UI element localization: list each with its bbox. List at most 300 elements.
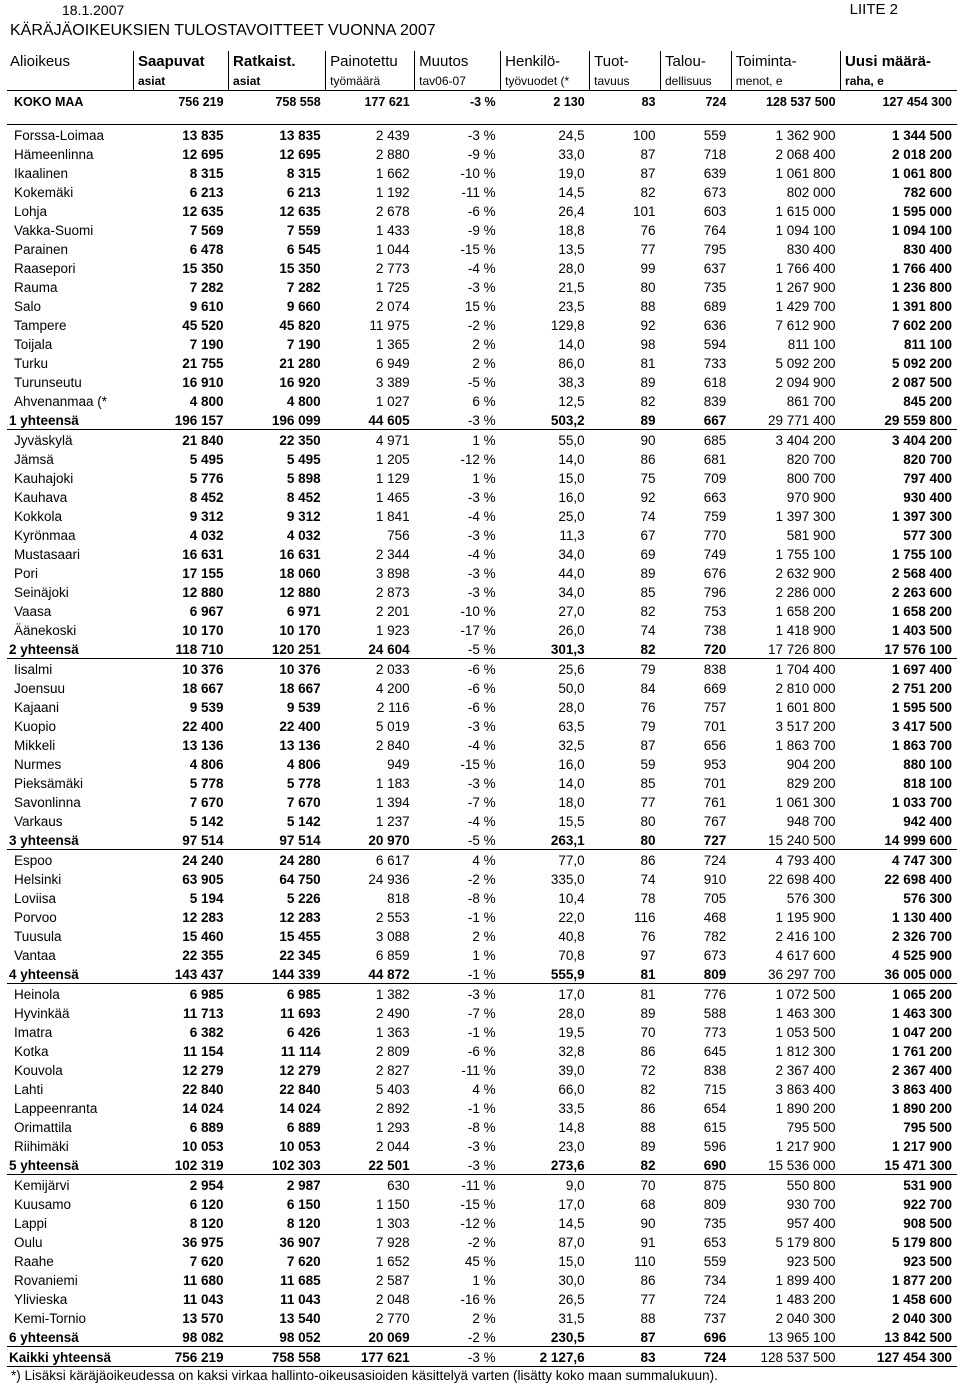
cell-weighted: 1 293: [375, 1120, 410, 1135]
cell-resolved: 11 043: [280, 1292, 321, 1307]
cell-expenses: 2 094 900: [775, 375, 836, 390]
cell-economy: 782: [703, 929, 727, 944]
cell-incoming: 15 350: [182, 261, 224, 276]
cell-expenses: 1 755 100: [775, 547, 836, 562]
cell-new-budget: 127 454 300: [841, 1347, 957, 1367]
cell-resolved: 22 350: [229, 430, 326, 450]
cell-new-budget: 531 900: [841, 1175, 957, 1195]
cell-new-budget: 5 092 200: [891, 356, 952, 371]
cell-staff: 33,0: [558, 147, 585, 162]
cell-productivity: 59: [640, 757, 656, 772]
cell-staff: 40,8: [558, 929, 585, 944]
cell-expenses: 1 615 000: [775, 204, 836, 219]
cell-incoming: 10 170: [182, 623, 224, 638]
cell-incoming: 9 312: [189, 509, 224, 524]
court-row: [7, 353, 957, 372]
cell-incoming: 11 680: [183, 1273, 224, 1288]
court-row: [7, 811, 957, 830]
cell-court: Raahe: [14, 1254, 54, 1269]
court-row: [7, 201, 957, 220]
cell-expenses: 2 367 400: [775, 1063, 836, 1078]
cell-resolved: 13 540: [279, 1311, 321, 1326]
cell-change: -8 %: [467, 1120, 496, 1135]
cell-incoming: 5 194: [189, 891, 224, 906]
cell-change: -3 %: [467, 413, 496, 428]
court-row: [7, 716, 957, 735]
cell-expenses: 7 612 900: [775, 318, 836, 333]
cell-economy: 468: [703, 910, 727, 925]
cell-new-budget: 2 087 500: [891, 375, 952, 390]
cell-incoming: 7 190: [189, 337, 224, 352]
cell-change: -17 %: [460, 623, 496, 638]
cell-productivity: 81: [640, 967, 656, 982]
cell-new-budget: 1 403 500: [891, 623, 952, 638]
cell-expenses: 795 500: [786, 1120, 836, 1135]
cell-court: Turku: [14, 356, 49, 371]
cell-productivity: 85: [640, 585, 656, 600]
cell-weighted: 1 394: [375, 795, 410, 810]
cell-productivity: 89: [640, 375, 656, 390]
cell-resolved: 24 280: [229, 850, 326, 870]
cell-expenses: 1 072 500: [731, 984, 840, 1004]
cell-staff: 55,0: [501, 430, 590, 450]
results-table: [7, 51, 957, 1367]
cell-change: -7 %: [467, 1006, 496, 1021]
cell-new-budget: 2 018 200: [891, 147, 952, 162]
cell-staff: 77,0: [501, 850, 590, 870]
cell-economy: 839: [703, 394, 727, 409]
col-subheader-change: tav06-07: [415, 71, 501, 91]
cell-new-budget: 1 344 500: [891, 128, 952, 143]
cell-staff: 129,8: [550, 318, 585, 333]
cell-weighted: 1 363: [375, 1025, 410, 1040]
cell-change: -4 %: [467, 547, 496, 562]
header-row-top: [7, 51, 957, 71]
cell-economy: 773: [703, 1025, 727, 1040]
cell-change: -4 %: [467, 261, 496, 276]
cell-economy: 770: [703, 528, 727, 543]
cell-weighted: 177 621: [326, 1347, 415, 1367]
cell-staff: 63,5: [558, 719, 585, 734]
cell-productivity: 74: [640, 872, 656, 887]
cell-incoming: 143 437: [174, 967, 224, 982]
cell-staff: 503,2: [550, 413, 585, 428]
court-row: [7, 391, 957, 410]
court-row: [7, 1175, 957, 1195]
cell-economy: 838: [660, 659, 731, 679]
cell-change: -16 %: [460, 1292, 496, 1307]
cell-weighted: 1 465: [375, 490, 410, 505]
cell-incoming: 6 985: [133, 984, 228, 1004]
court-row: [7, 1041, 957, 1060]
cell-new-budget: 2 751 200: [891, 681, 952, 696]
cell-expenses: 2 040 300: [775, 1311, 836, 1326]
cell-incoming: 8 315: [189, 166, 224, 181]
cell-productivity: 82: [640, 604, 656, 619]
cell-staff: 27,0: [558, 604, 585, 619]
col-header-productivity: Tuot-: [590, 51, 661, 71]
cell-productivity: 87: [640, 147, 656, 162]
cell-resolved: 18 060: [279, 566, 321, 581]
cell-staff: 14,0: [558, 776, 585, 791]
cell-court: Kauhajoki: [14, 471, 74, 486]
court-row: [7, 1194, 957, 1213]
cell-expenses: 1 061 300: [775, 795, 836, 810]
cell-productivity: 89: [640, 566, 656, 581]
cell-productivity: 101: [632, 204, 656, 219]
cell-change: -15 %: [460, 242, 496, 257]
cell-new-budget: 942 400: [903, 814, 952, 829]
cell-expenses: 15 240 500: [767, 833, 836, 848]
cell-resolved: 15 455: [279, 929, 321, 944]
cell-court: Ahvenanmaa (*: [14, 394, 108, 409]
cell-productivity: 80: [640, 833, 656, 848]
col-subheader-economy: dellisuus: [660, 71, 731, 91]
cell-economy: 637: [703, 261, 727, 276]
cell-new-budget: 1 236 800: [891, 280, 952, 295]
cell-staff: 18,0: [558, 795, 585, 810]
cell-economy: 910: [703, 872, 727, 887]
cell-resolved: 2 987: [229, 1175, 326, 1195]
cell-court: Hämeenlinna: [14, 147, 94, 162]
cell-economy: 838: [703, 1063, 727, 1078]
cell-staff: 33,5: [558, 1101, 585, 1116]
cell-change: -9 %: [467, 147, 496, 162]
cell-weighted: 2 201: [375, 604, 410, 619]
cell-incoming: 15 460: [182, 929, 224, 944]
cell-weighted: 2 773: [375, 261, 410, 276]
court-row: [7, 258, 957, 277]
cell-economy: 594: [703, 337, 727, 352]
cell-new-budget: 1 877 200: [891, 1273, 952, 1288]
cell-staff: 301,3: [550, 642, 585, 657]
cell-resolved: 36 907: [279, 1235, 321, 1250]
cell-new-budget: 1 061 800: [891, 166, 952, 181]
cell-change: -3 %: [467, 280, 496, 295]
court-row: [7, 1003, 957, 1022]
cell-court: Savonlinna: [14, 795, 81, 810]
cell-incoming: 2 954: [133, 1175, 228, 1195]
cell-resolved: 5 495: [286, 452, 321, 467]
cell-expenses: 5 179 800: [775, 1235, 836, 1250]
cell-new-budget: 1 766 400: [891, 261, 952, 276]
cell-court: Lohja: [14, 204, 48, 219]
spacer-row: [7, 111, 957, 125]
cell-incoming: 17 155: [182, 566, 224, 581]
cell-staff: 14,5: [558, 185, 585, 200]
cell-economy: 759: [703, 509, 727, 524]
cell-staff: 17,0: [558, 1197, 585, 1212]
col-header-new-budget: Uusi määrä-: [841, 51, 957, 71]
court-row: [7, 945, 957, 964]
court-row: [7, 601, 957, 620]
cell-resolved: 6 889: [286, 1120, 321, 1135]
cell-new-budget: 1 658 200: [891, 604, 952, 619]
cell-change: -2 %: [467, 872, 496, 887]
cell-weighted: 6 617: [326, 850, 415, 870]
cell-resolved: 758 558: [229, 1347, 326, 1367]
cell-new-budget: 14 999 600: [884, 833, 952, 848]
court-row: [7, 334, 957, 353]
cell-economy: 764: [703, 223, 727, 238]
cell-economy: 727: [703, 833, 727, 848]
cell-resolved: 13 835: [279, 128, 321, 143]
cell-weighted: 2 770: [375, 1311, 410, 1326]
cell-weighted: 1 841: [375, 509, 410, 524]
cell-resolved: 4 806: [286, 757, 321, 772]
cell-new-budget: 1 130 400: [891, 910, 952, 925]
cell-change: 4 %: [415, 850, 501, 870]
cell-resolved: 64 750: [279, 872, 321, 887]
cell-productivity: 77: [640, 795, 656, 810]
cell-expenses: 2 416 100: [775, 929, 836, 944]
cell-economy: 636: [703, 318, 727, 333]
cell-expenses: 970 900: [786, 490, 836, 505]
cell-economy: 667: [703, 413, 727, 428]
cell-productivity: 70: [590, 1175, 661, 1195]
cell-staff: 25,0: [558, 509, 585, 524]
cell-productivity: 69: [640, 547, 656, 562]
cell-new-budget: 880 100: [903, 757, 952, 772]
cell-expenses: 3 517 200: [775, 719, 836, 734]
cell-change: -11 %: [461, 1063, 496, 1078]
cell-economy: 603: [703, 204, 727, 219]
cell-court: Kemi-Tornio: [14, 1311, 87, 1326]
cell-court: Jämsä: [14, 452, 54, 467]
cell-expenses: 802 000: [786, 185, 836, 200]
cell-change: -3 %: [467, 719, 496, 734]
cell-new-budget: 908 500: [903, 1216, 952, 1231]
cell-expenses: 1 483 200: [775, 1292, 836, 1307]
cell-new-budget: 1 397 300: [891, 509, 952, 524]
cell-productivity: 80: [640, 814, 656, 829]
cell-change: 1 %: [415, 430, 501, 450]
cell-court: Loviisa: [14, 891, 57, 906]
cell-change: -11 %: [461, 185, 496, 200]
cell-expenses: 2 632 900: [775, 566, 836, 581]
cell-staff: 26,0: [558, 623, 585, 638]
cell-economy: 653: [703, 1235, 727, 1250]
cell-incoming: 9 539: [189, 700, 224, 715]
court-row: [7, 430, 957, 450]
cell-court: Toijala: [14, 337, 53, 352]
cell-resolved: 7 620: [286, 1254, 321, 1269]
cell-weighted: 3 389: [375, 375, 410, 390]
cell-change: -9 %: [467, 223, 496, 238]
cell-weighted: 2 116: [376, 700, 410, 715]
cell-weighted: 1 129: [375, 471, 410, 486]
court-row: [7, 907, 957, 926]
court-row: [7, 468, 957, 487]
cell-staff: 11,3: [559, 528, 585, 543]
court-row: [7, 525, 957, 544]
court-row: [7, 1270, 957, 1289]
cell-expenses: 1 429 700: [775, 299, 836, 314]
cell-expenses: 829 200: [786, 776, 836, 791]
court-row: [7, 697, 957, 716]
cell-court: Varkaus: [14, 814, 63, 829]
cell-expenses: 1 217 900: [775, 1139, 836, 1154]
cell-incoming: 7 569: [189, 223, 224, 238]
cell-productivity: 86: [640, 452, 656, 467]
cell-staff: 26,4: [558, 204, 585, 219]
cell-staff: 32,5: [558, 738, 585, 753]
cell-staff: 21,5: [558, 280, 585, 295]
cell-court: Kouvola: [14, 1063, 63, 1078]
cell-new-budget: 818 100: [903, 776, 952, 791]
cell-incoming: 13 570: [182, 1311, 224, 1326]
cell-court: Parainen: [14, 242, 69, 257]
cell-weighted: 2 344: [375, 547, 410, 562]
cell-change: 4 %: [472, 1082, 496, 1097]
cell-new-budget: 1 697 400: [841, 659, 957, 679]
cell-incoming: 45 520: [182, 318, 224, 333]
cell-court: Vaasa: [14, 604, 52, 619]
cell-new-budget: 1 094 100: [891, 223, 952, 238]
cell-resolved: 6 545: [286, 242, 321, 257]
cell-resolved: 8 315: [286, 166, 321, 181]
cell-change: 1 %: [472, 948, 496, 963]
cell-new-budget: 1 047 200: [891, 1025, 952, 1040]
cell-new-budget: 820 700: [903, 452, 952, 467]
cell-court: Imatra: [14, 1025, 53, 1040]
col-header-staff: Henkilö-: [501, 51, 590, 71]
court-row: [7, 984, 957, 1004]
court-row: [7, 1117, 957, 1136]
cell-incoming: 22 355: [182, 948, 224, 963]
cell-productivity: 87: [640, 166, 656, 181]
cell-resolved: 7 670: [286, 795, 321, 810]
cell-economy: 559: [703, 128, 727, 143]
cell-productivity: 90: [590, 430, 661, 450]
cell-change: -3 %: [415, 1347, 501, 1367]
cell-staff: 28,0: [558, 1006, 585, 1021]
court-row: [7, 888, 957, 907]
court-row: [7, 1022, 957, 1041]
cell-expenses: 3 404 200: [731, 430, 840, 450]
cell-weighted: 2 490: [375, 1006, 410, 1021]
cell-economy: 559: [703, 1254, 727, 1269]
cell-change: -11 %: [415, 1175, 501, 1195]
cell-incoming: 13 835: [182, 128, 224, 143]
page-header: [0, 0, 960, 42]
cell-incoming: 102 319: [174, 1158, 224, 1173]
cell-change: -6 %: [467, 700, 496, 715]
cell-court: Kyrönmaa: [14, 528, 76, 543]
cell-weighted: 2 044: [375, 1139, 410, 1154]
cell-economy: 724: [660, 1347, 731, 1367]
cell-expenses: 1 812 300: [775, 1044, 836, 1059]
cell-incoming: 4 800: [189, 394, 224, 409]
cell-new-budget: 4 525 900: [891, 948, 952, 963]
cell-economy: 757: [703, 700, 727, 715]
cell-change: -15 %: [460, 757, 496, 772]
cell-new-budget: 923 500: [903, 1254, 952, 1269]
cell-change: 1 %: [472, 1273, 496, 1288]
cell-resolved: 10 170: [279, 623, 321, 638]
cell-productivity: 89: [640, 413, 656, 428]
cell-court: Forssa-Loimaa: [14, 128, 105, 143]
cell-productivity: 99: [640, 261, 656, 276]
cell-productivity: 77: [640, 1292, 656, 1307]
cell-court: Seinäjoki: [14, 585, 69, 600]
cell-change: -1 %: [467, 967, 496, 982]
cell-new-budget: 1 761 200: [891, 1044, 952, 1059]
cell-change: 1 %: [472, 471, 496, 486]
cell-change: -2 %: [467, 1330, 496, 1345]
cell-new-budget: 5 179 800: [891, 1235, 952, 1250]
cell-weighted: 20 069: [368, 1330, 410, 1345]
cell-weighted: 22 501: [368, 1158, 410, 1173]
cell-staff: 2 130: [553, 95, 585, 109]
court-row: [7, 144, 957, 163]
cell-resolved: 22 400: [279, 719, 321, 734]
cell-court: Rovaniemi: [14, 1273, 78, 1288]
cell-expenses: 29 771 400: [767, 413, 836, 428]
cell-incoming: 5 778: [189, 776, 224, 791]
cell-productivity: 82: [640, 642, 656, 657]
cell-change: -3 %: [467, 128, 496, 143]
court-row: [7, 869, 957, 888]
cell-weighted: 2 840: [375, 738, 410, 753]
cell-staff: 25,6: [501, 659, 590, 679]
cell-change: -3 %: [415, 984, 501, 1004]
cell-resolved: 11 685: [280, 1273, 321, 1288]
cell-staff: 15,0: [558, 471, 585, 486]
cell-economy: 735: [703, 280, 727, 295]
cell-resolved: 12 880: [279, 585, 321, 600]
cell-staff: 15,0: [558, 1254, 585, 1269]
cell-resolved: 758 558: [275, 95, 321, 109]
cell-resolved: 12 635: [279, 204, 321, 219]
cell-new-budget: 2 568 400: [891, 566, 952, 581]
cell-weighted: 1 725: [375, 280, 410, 295]
cell-court: Tampere: [14, 318, 67, 333]
cell-productivity: 80: [640, 280, 656, 295]
cell-court: Tuusula: [14, 929, 62, 944]
cell-resolved: 97 514: [279, 833, 321, 848]
cell-change: -3 %: [469, 95, 496, 109]
cell-resolved: 16 920: [279, 375, 321, 390]
cell-staff: 10,4: [558, 891, 585, 906]
cell-court: KOKO MAA: [14, 95, 84, 109]
cell-new-budget: 1 463 300: [891, 1006, 952, 1021]
court-row: [7, 449, 957, 468]
cell-productivity: 86: [640, 1273, 656, 1288]
cell-productivity: 82: [640, 1158, 656, 1173]
cell-court: Kemijärvi: [7, 1175, 133, 1195]
cell-new-budget: 3 417 500: [891, 719, 952, 734]
cell-change: -7 %: [467, 795, 496, 810]
region-total-row: [7, 639, 957, 659]
cell-court: 2 yhteensä: [9, 642, 79, 657]
cell-new-budget: 3 404 200: [841, 430, 957, 450]
cell-incoming: 5 142: [189, 814, 224, 829]
cell-economy: 735: [703, 1216, 727, 1231]
cell-staff: 19,0: [558, 166, 585, 181]
court-row: [7, 1251, 957, 1270]
cell-weighted: 756: [387, 528, 410, 543]
cell-expenses: 1 658 200: [775, 604, 836, 619]
cell-court: Turunseutu: [14, 375, 82, 390]
court-row: [7, 315, 957, 334]
cell-economy: 749: [703, 547, 727, 562]
court-row: [7, 1060, 957, 1079]
cell-new-budget: 845 200: [903, 394, 952, 409]
cell-weighted: 2 892: [375, 1101, 410, 1116]
cell-court: Iisalmi: [7, 659, 133, 679]
cell-expenses: 930 700: [786, 1197, 836, 1212]
